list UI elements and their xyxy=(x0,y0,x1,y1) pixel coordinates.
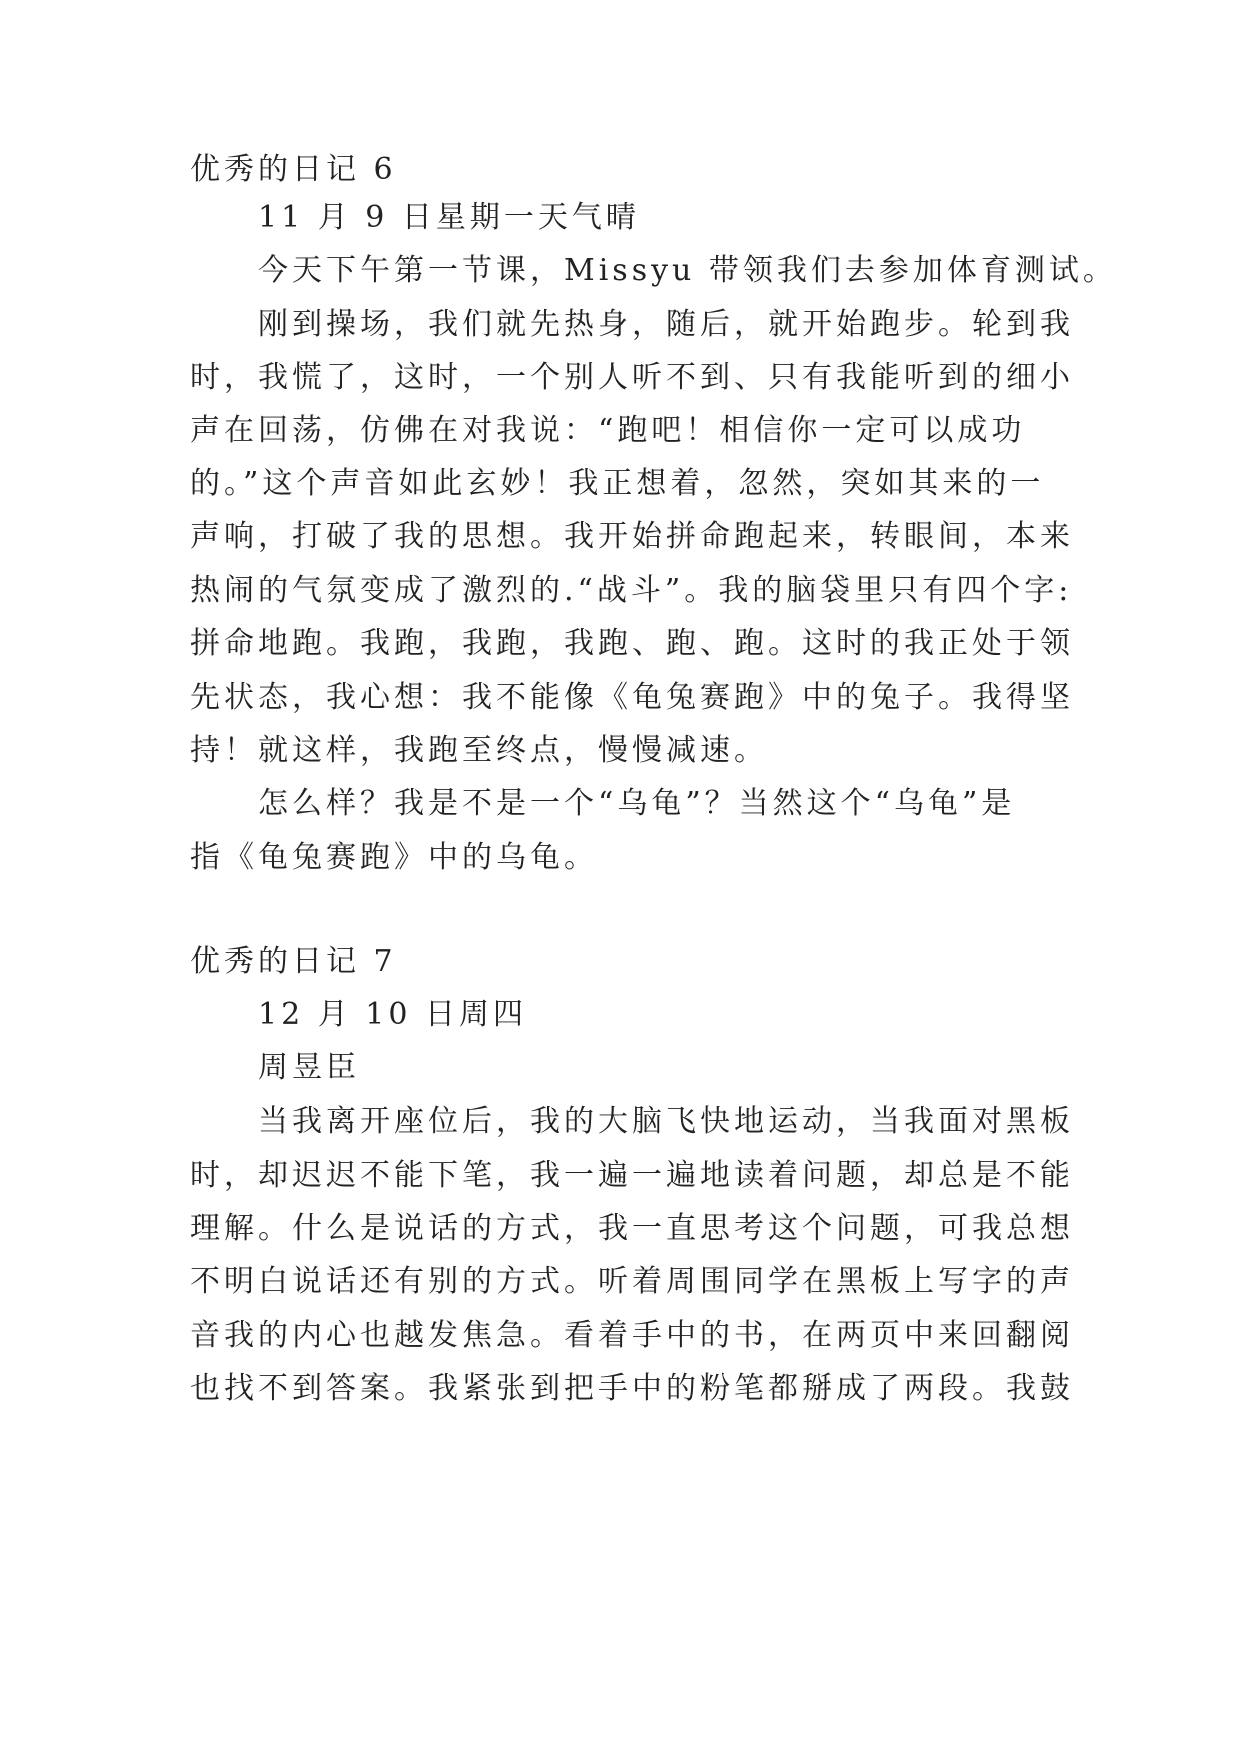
entry-heading: 优秀的日记 6 xyxy=(190,152,397,187)
paragraph-line: 理解。什么是说话的方式，我一直思考这个问题，可我总想 xyxy=(190,1211,1074,1246)
paragraph-line: 声响，打破了我的思想。我开始拼命跑起来，转眼间，本来 xyxy=(190,519,1074,554)
paragraph-line: 声在回荡，仿佛在对我说：“跑吧！相信你一定可以成功 xyxy=(190,413,1026,448)
paragraph-line: 时，我慌了，这时，一个别人听不到、只有我能听到的细小 xyxy=(190,360,1074,395)
paragraph-line: 时，却迟迟不能下笔，我一遍一遍地读着问题，却总是不能 xyxy=(190,1158,1074,1193)
entry-heading: 优秀的日记 7 xyxy=(190,944,397,979)
paragraph-line: 先状态，我心想：我不能像《龟兔赛跑》中的兔子。我得坚 xyxy=(190,680,1074,715)
paragraph-line: 也找不到答案。我紧张到把手中的粉笔都掰成了两段。我鼓 xyxy=(190,1371,1074,1406)
paragraph-line: 怎么样？我是不是一个“乌龟”？当然这个“乌龟”是 xyxy=(258,786,1016,821)
paragraph-line: 音我的内心也越发焦急。看着手中的书，在两页中来回翻阅 xyxy=(190,1318,1074,1353)
paragraph-line: 持！就这样，我跑至终点，慢慢减速。 xyxy=(190,733,768,768)
paragraph-line: 的。”这个声音如此玄妙！我正想着，忽然，突如其来的一 xyxy=(190,466,1045,501)
paragraph-line: 热闹的气氛变成了激烈的.“战斗”。我的脑袋里只有四个字: xyxy=(190,573,1073,608)
entry-date-line: 11 月 9 日星期一天气晴 xyxy=(258,200,640,235)
paragraph-line: 指《龟兔赛跑》中的乌龟。 xyxy=(190,840,598,875)
paragraph-line: 拼命地跑。我跑，我跑，我跑、跑、跑。这时的我正处于领 xyxy=(190,626,1074,661)
entry-date-line: 12 月 10 日周四 xyxy=(258,997,527,1032)
paragraph-line: 当我离开座位后，我的大脑飞快地运动，当我面对黑板 xyxy=(258,1104,1074,1139)
paragraph-line: 不明白说话还有别的方式。听着周围同学在黑板上写字的声 xyxy=(190,1264,1074,1299)
paragraph-line: 刚到操场，我们就先热身，随后，就开始跑步。轮到我 xyxy=(258,307,1074,342)
entry-author-line: 周昱臣 xyxy=(258,1050,360,1085)
paragraph-line: 今天下午第一节课，Missyu 带领我们去参加体育测试。 xyxy=(258,253,1117,288)
